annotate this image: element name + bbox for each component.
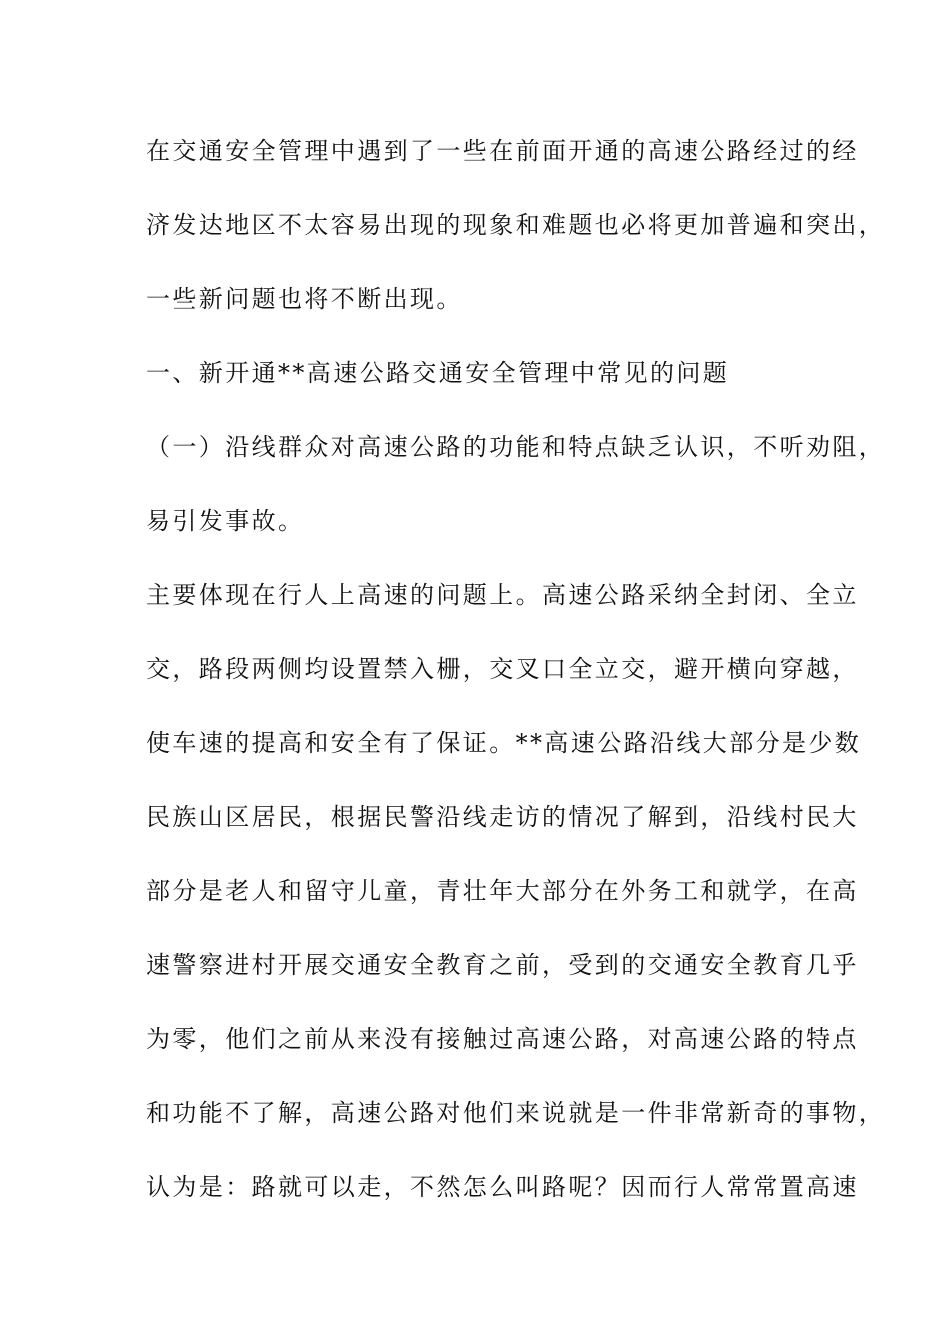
body-text-line-3: 一些新问题也将不断出现。 (146, 285, 463, 313)
body-text-line-2: 济发达地区不太容易出现的现象和难题也必将更加普遍和突出， (146, 211, 886, 239)
body-text-line-8: 部分是老人和留守儿童，青壮年大部分在外务工和就学，在高 (146, 877, 859, 905)
body-text-line-9: 速警察进村开展交通安全教育之前，受到的交通安全教育几乎 (146, 951, 859, 979)
body-text-line-10: 为零，他们之前从来没有接触过高速公路，对高速公路的特点 (146, 1025, 859, 1053)
body-text-line-7: 民族山区居民，根据民警沿线走访的情况了解到，沿线村民大 (146, 803, 859, 831)
body-text-line-11: 和功能不了解，高速公路对他们来说就是一件非常新奇的事物， (146, 1099, 886, 1127)
subsection-heading-line-1: （一）沿线群众对高速公路的功能和特点缺乏认识，不听劝阻， (146, 433, 886, 461)
section-heading: 一、新开通**高速公路交通安全管理中常见的问题 (146, 359, 730, 387)
subsection-heading-line-2: 易引发事故。 (146, 507, 305, 535)
body-text-line-6: 使车速的提高和安全有了保证。**高速公路沿线大部分是少数 (146, 729, 862, 757)
body-text-line-1: 在交通安全管理中遇到了一些在前面开通的高速公路经过的经 (146, 137, 859, 165)
body-text-line-4: 主要体现在行人上高速的问题上。高速公路采纳全封闭、全立 (146, 581, 859, 609)
body-text-line-12: 认为是：路就可以走，不然怎么叫路呢？因而行人常常置高速 (146, 1173, 859, 1201)
body-text-line-5: 交，路段两侧均设置禁入栅，交叉口全立交，避开横向穿越， (146, 655, 859, 683)
